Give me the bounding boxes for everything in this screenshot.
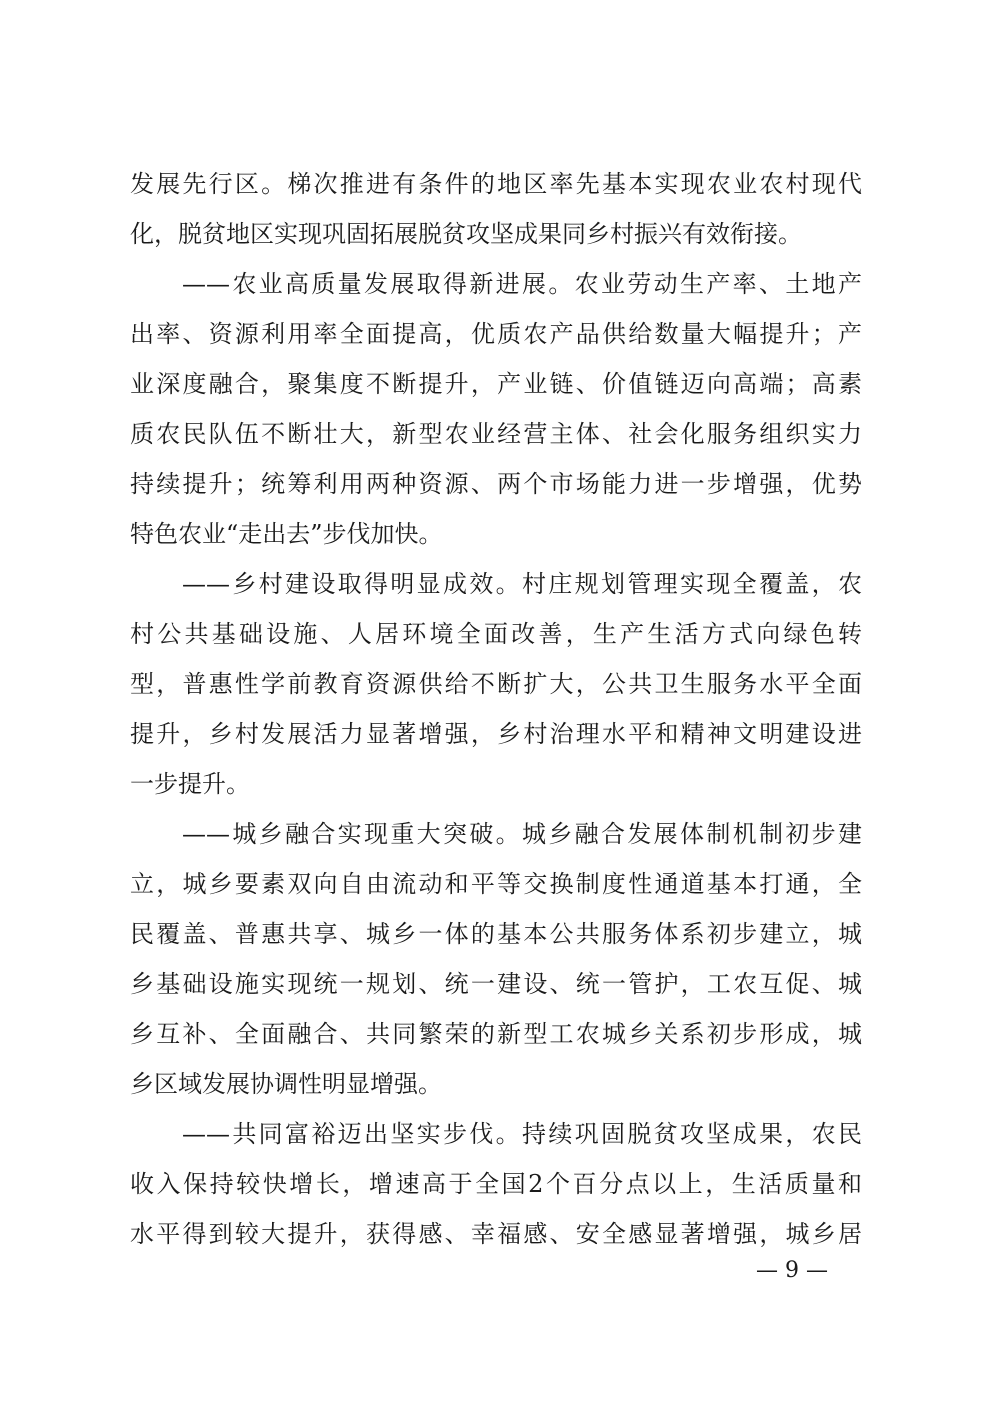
text-line-14: ——城乡融合实现重大突破。城乡融合发展体制机制初步建 xyxy=(182,820,862,848)
text-line-17: 乡基础设施实现统一规划、统一建设、统一管护，工农互促、城 xyxy=(130,970,862,998)
text-line-12: 提升，乡村发展活力显著增强，乡村治理水平和精神文明建设进 xyxy=(130,720,862,748)
text-line-22: 水平得到较大提升，获得感、幸福感、安全感显著增强，城乡居 xyxy=(130,1220,862,1248)
text-line-10: 村公共基础设施、人居环境全面改善，生产生活方式向绿色转 xyxy=(130,620,862,648)
text-line-5: 业深度融合，聚集度不断提升，产业链、价值链迈向高端；高素 xyxy=(130,370,862,398)
text-line-7: 持续提升；统筹利用两种资源、两个市场能力进一步增强，优势 xyxy=(130,470,862,498)
page-number: — 9 — xyxy=(756,1258,828,1283)
text-line-1: 发展先行区。梯次推进有条件的地区率先基本实现农业农村现代 xyxy=(130,170,862,198)
text-line-15: 立，城乡要素双向自由流动和平等交换制度性通道基本打通，全 xyxy=(130,870,862,898)
text-line-8: 特色农业“走出去”步伐加快。 xyxy=(130,520,443,548)
text-line-16: 民覆盖、普惠共享、城乡一体的基本公共服务体系初步建立，城 xyxy=(130,920,862,948)
text-line-20: ——共同富裕迈出坚实步伐。持续巩固脱贫攻坚成果，农民 xyxy=(182,1120,862,1148)
text-line-21: 收入保持较快增长，增速高于全国2个百分点以上，生活质量和 xyxy=(130,1170,862,1198)
text-line-18: 乡互补、全面融合、共同繁荣的新型工农城乡关系初步形成，城 xyxy=(130,1020,862,1048)
text-line-4: 出率、资源利用率全面提高，优质农产品供给数量大幅提升；产 xyxy=(130,320,862,348)
text-line-2: 化，脱贫地区实现巩固拓展脱贫攻坚成果同乡村振兴有效衔接。 xyxy=(130,220,802,248)
text-line-11: 型，普惠性学前教育资源供给不断扩大，公共卫生服务水平全面 xyxy=(130,670,862,698)
text-line-13: 一步提升。 xyxy=(130,770,250,798)
text-line-19: 乡区域发展协调性明显增强。 xyxy=(130,1070,442,1098)
text-line-6: 质农民队伍不断壮大，新型农业经营主体、社会化服务组织实力 xyxy=(130,420,862,448)
text-line-9: ——乡村建设取得明显成效。村庄规划管理实现全覆盖，农 xyxy=(182,570,862,598)
text-line-3: ——农业高质量发展取得新进展。农业劳动生产率、土地产 xyxy=(182,270,862,298)
